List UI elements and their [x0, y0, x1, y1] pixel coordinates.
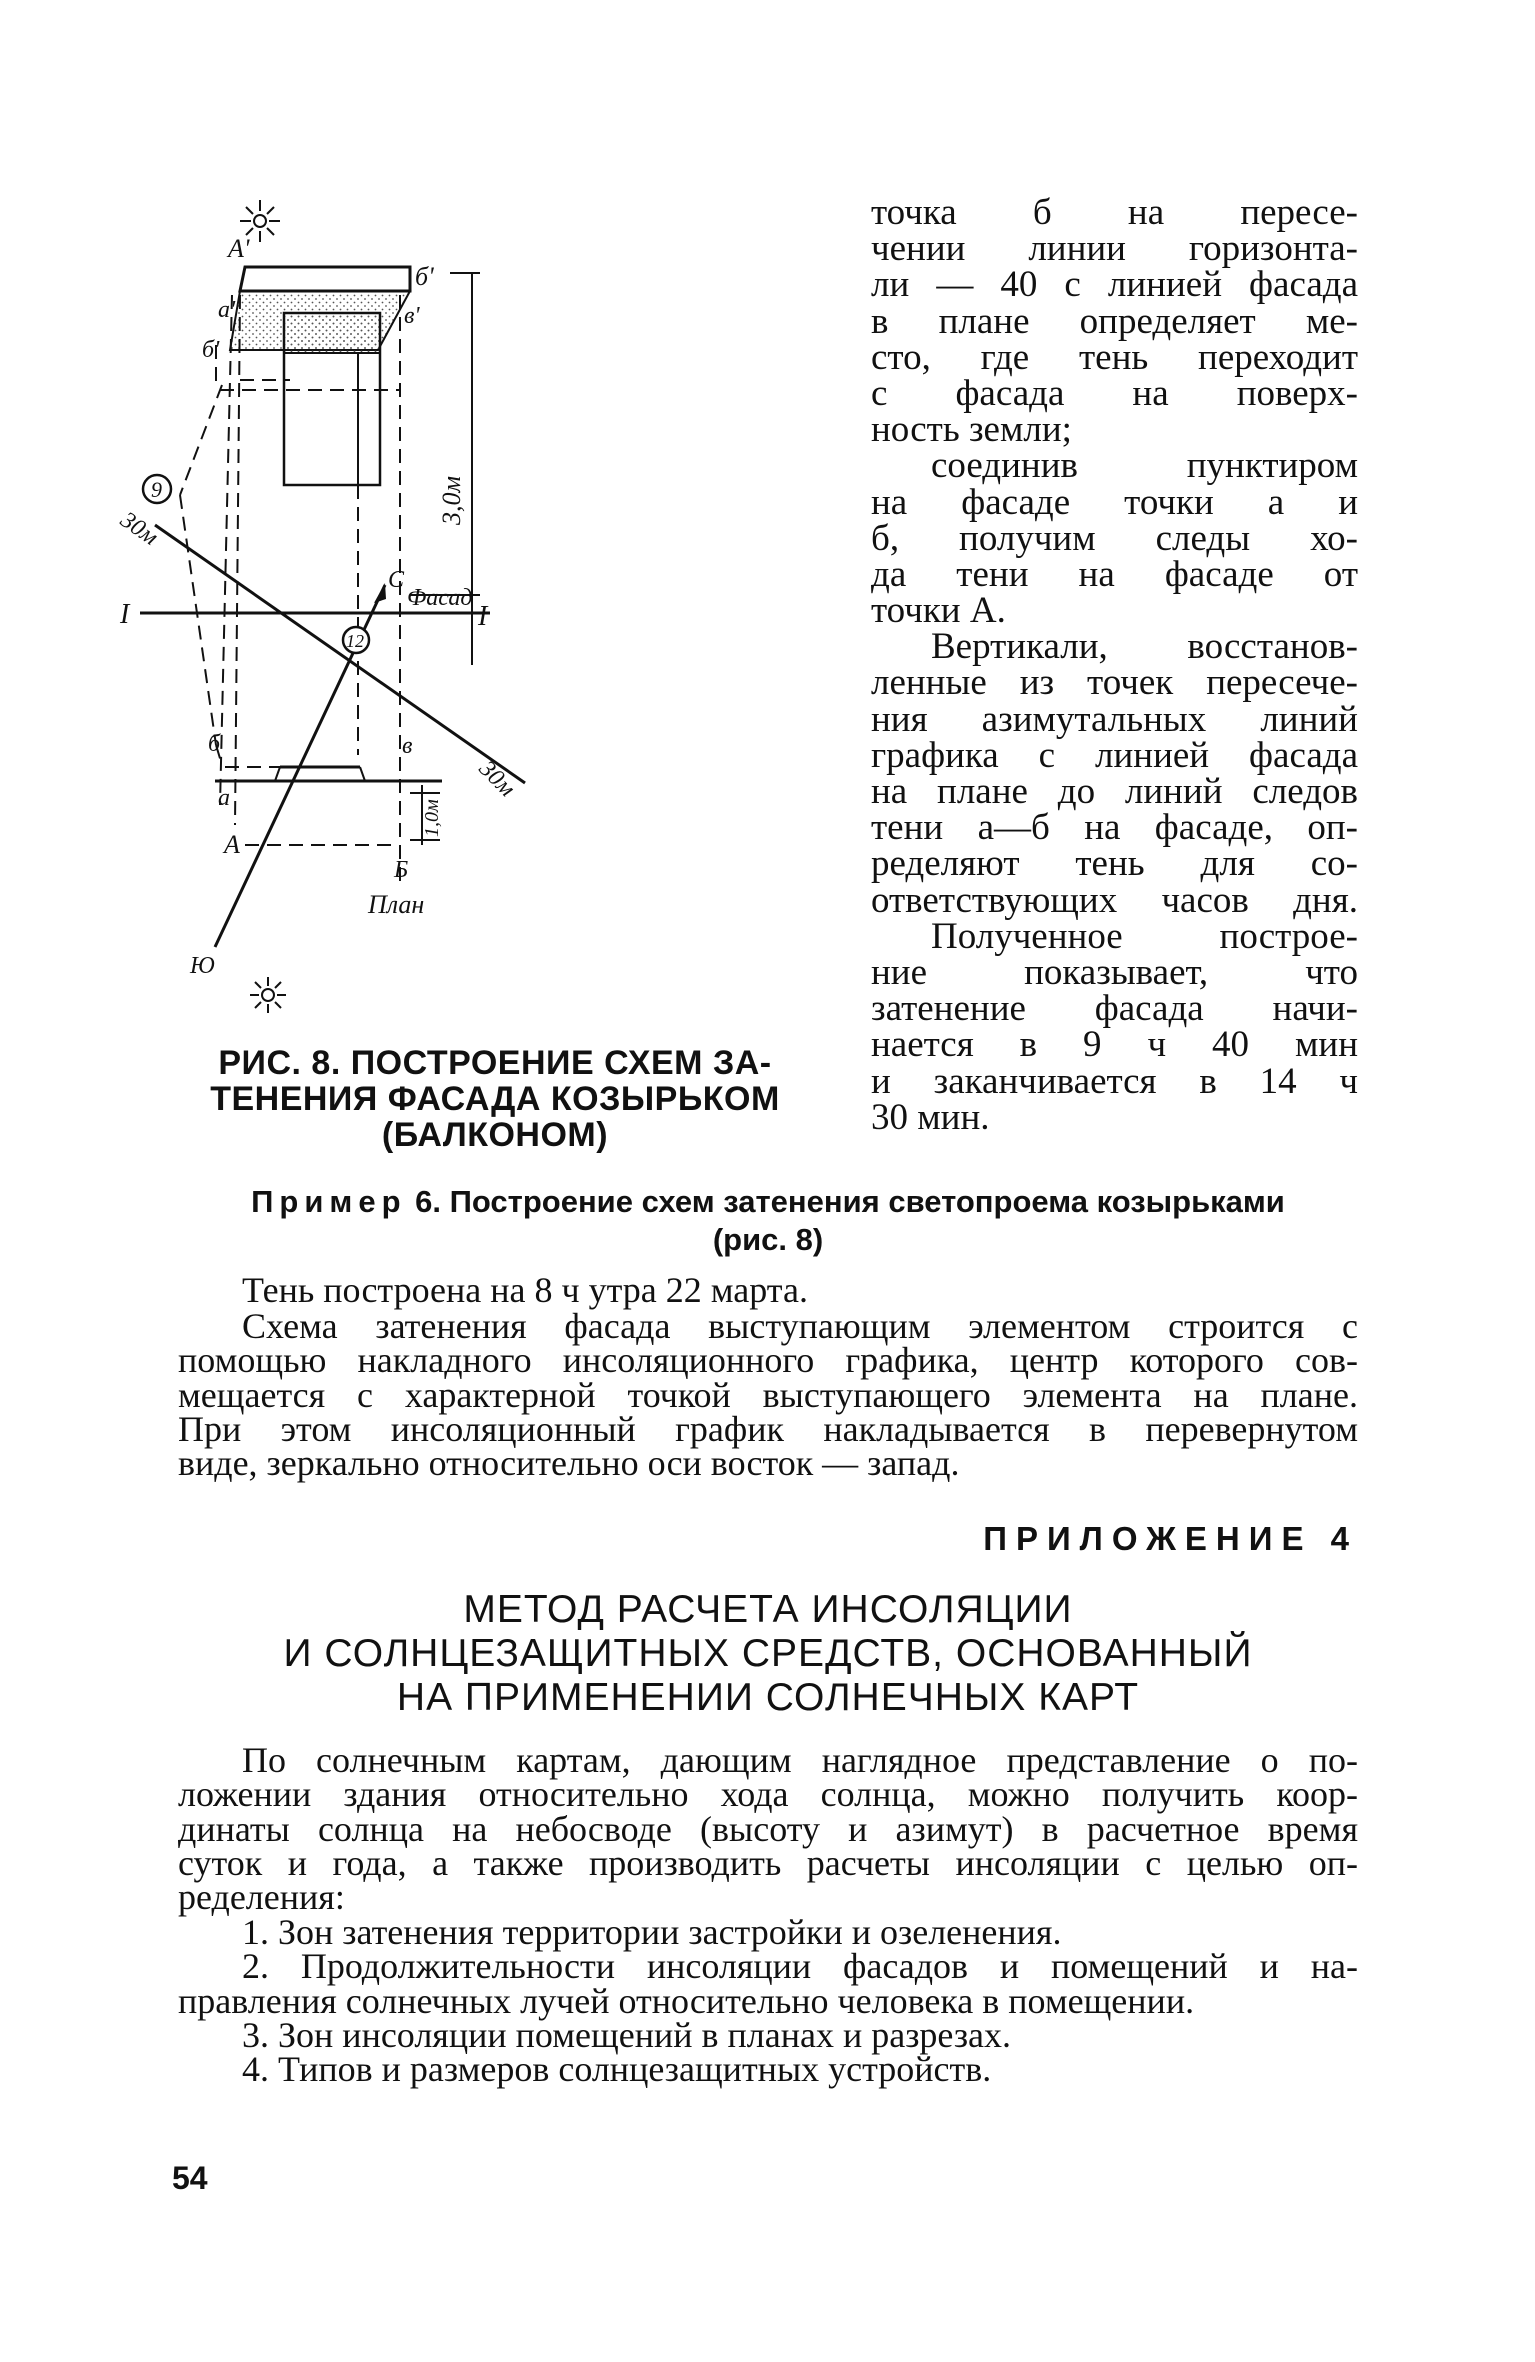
title-line: И СОЛНЦЕЗАЩИТНЫХ СРЕДСТВ, ОСНОВАННЫЙ: [283, 1632, 1253, 1675]
example-word: Пример: [251, 1184, 407, 1219]
text-line: чении линии горизонта-: [871, 228, 1358, 270]
figure-shading-diagram: [115, 185, 760, 1065]
shading-diagram-svg: [115, 185, 760, 1065]
label-I-left: I: [120, 599, 130, 630]
example-title: 6. Построение схем затенения светопроема козырьками: [415, 1184, 1285, 1219]
example-ref: (рис. 8): [712, 1222, 824, 1257]
label-a-prime: а': [218, 297, 236, 323]
sun-icon-bottom: [250, 977, 286, 1013]
title-line: НА ПРИМЕНЕНИИ СОЛНЕЧНЫХ КАРТ: [396, 1676, 1140, 1719]
text-line: с фасада на поверх-: [871, 372, 1358, 414]
label-height: 3,0м: [437, 475, 466, 525]
window-inner: [284, 353, 358, 485]
label-b-low: б: [208, 731, 221, 757]
window-shadow-area: [284, 313, 380, 353]
label-plan: План: [368, 890, 425, 919]
label-twelve: 12: [346, 631, 364, 651]
caption-line: (БАЛКОНОМ): [381, 1116, 609, 1154]
text-line: По солнечным картам, дающим наглядное представление о по-: [242, 1740, 1358, 1780]
text-line: затенение фасада начи-: [871, 988, 1358, 1030]
side-column-text: [871, 192, 1358, 1138]
north-arrow-icon: [374, 583, 386, 603]
list-item: 4. Типов и размеров солнцезащитных устройств.: [242, 2049, 992, 2090]
canopy-section: [240, 267, 410, 291]
label-I-right: I: [478, 601, 488, 632]
text-line: соединив пунктиром: [931, 445, 1358, 487]
caption-line: РИС. 8. ПОСТРОЕНИЕ СХЕМ ЗА-: [218, 1044, 772, 1082]
example-heading: [178, 1183, 1358, 1259]
text-line: ние показывает, что: [871, 951, 1358, 993]
label-b-bottom: Б: [394, 857, 409, 883]
label-fasad: Фасад: [407, 585, 473, 611]
text-line: ределяют тень для со-: [871, 843, 1358, 885]
text-line: ответствующих часов дня.: [871, 879, 1358, 921]
text-line: на фасаде точки а и: [871, 481, 1358, 523]
paragraph-solar-maps: [178, 1740, 1358, 1918]
page-number: 54: [172, 2160, 208, 2196]
text-line: помощью накладного инсоляционного графика, центр которого сов-: [178, 1340, 1358, 1381]
text-line: точка б на пересе-: [871, 192, 1358, 233]
text-line: да тени на фасаде от: [871, 553, 1358, 595]
text-line: тени а—б на фасаде, оп-: [871, 807, 1358, 849]
figure-caption: [195, 1045, 795, 1153]
label-b-prime: б': [202, 337, 220, 363]
label-thirty-right: 30м: [473, 755, 520, 803]
text-line: При этом инсоляционный график накладывается в перевернутом: [178, 1408, 1358, 1449]
label-v-prime: в': [404, 303, 420, 329]
label-thirty-left: 30м: [115, 506, 163, 551]
text-line: суток и года, а также производить расчеты инсоляции с целью оп-: [178, 1842, 1358, 1883]
text-line: сто, где тень переходит: [871, 336, 1358, 378]
numbered-list: [178, 1912, 1358, 2090]
appendix-heading: ПРИЛОЖЕНИЕ 4: [983, 1520, 1358, 1557]
text-line: виде, зеркально относительно оси восток — запад.: [178, 1443, 960, 1484]
text-line: ность земли;: [871, 409, 1072, 451]
text-line: нается в 9 ч 40 мин: [871, 1024, 1358, 1066]
title-line: МЕТОД РАСЧЕТА ИНСОЛЯЦИИ: [463, 1588, 1073, 1631]
paragraph-shadow-date: [178, 1270, 1358, 1310]
list-item: 1. Зон затенения территории застройки и озеленения.: [242, 1912, 1062, 1952]
text-line: Вертикали, восстанов-: [931, 626, 1358, 668]
text-line: Схема затенения фасада выступающим элементом строится с: [242, 1306, 1358, 1346]
text-line: графика с линией фасада: [871, 734, 1358, 776]
text-line: ределения:: [178, 1877, 345, 1918]
dashed-construction-lines: [180, 295, 400, 885]
text-line: Полученное построе-: [931, 915, 1358, 957]
text-line: точки А.: [871, 590, 1006, 632]
text-line: мещается с характерной точкой выступающего элемента на плане.: [178, 1374, 1358, 1415]
text-line: ли — 40 с линией фасада: [871, 264, 1358, 306]
caption-line: ТЕНЕНИЯ ФАСАДА КОЗЫРЬКОМ: [210, 1080, 780, 1118]
text-line: Тень построена на 8 ч утра 22 марта.: [242, 1270, 808, 1310]
text-line: и заканчивается в 14 ч: [871, 1060, 1358, 1102]
appendix-title: [178, 1588, 1358, 1720]
label-a-low: а: [218, 785, 230, 811]
label-A-top: A': [228, 234, 250, 263]
text-line: 30 мин.: [871, 1096, 990, 1138]
text-line: ния азимутальных линий: [871, 698, 1358, 740]
label-nine: 9: [151, 477, 162, 502]
label-b-top: б': [415, 262, 434, 291]
paragraph-shading-scheme: [178, 1306, 1358, 1484]
label-A-low: А: [224, 830, 240, 859]
text-line: б, получим следы хо-: [871, 517, 1358, 559]
label-depth: 1,0м: [421, 799, 443, 837]
text-line: ленные из точек пересече-: [871, 662, 1358, 704]
text-line: в плане определяет ме-: [871, 300, 1358, 342]
label-v-low: в: [402, 733, 413, 759]
text-line: динаты солнца на небосводе (высоту и азимут) в расчетное время: [178, 1808, 1358, 1849]
list-item-continued: правления солнечных лучей относительно человека в помещении.: [178, 1980, 1195, 2021]
text-line: ложении здания относительно хода солнца, можно получить коор-: [178, 1774, 1358, 1815]
list-item: 2. Продолжительности инсоляции фасадов и помещений и на-: [242, 1946, 1358, 1987]
label-yu: Ю: [190, 953, 215, 979]
label-C: С: [388, 567, 405, 593]
list-item: 3. Зон инсоляции помещений в планах и разрезах.: [242, 2014, 1012, 2055]
text-line: на плане до линий следов: [871, 771, 1358, 812]
